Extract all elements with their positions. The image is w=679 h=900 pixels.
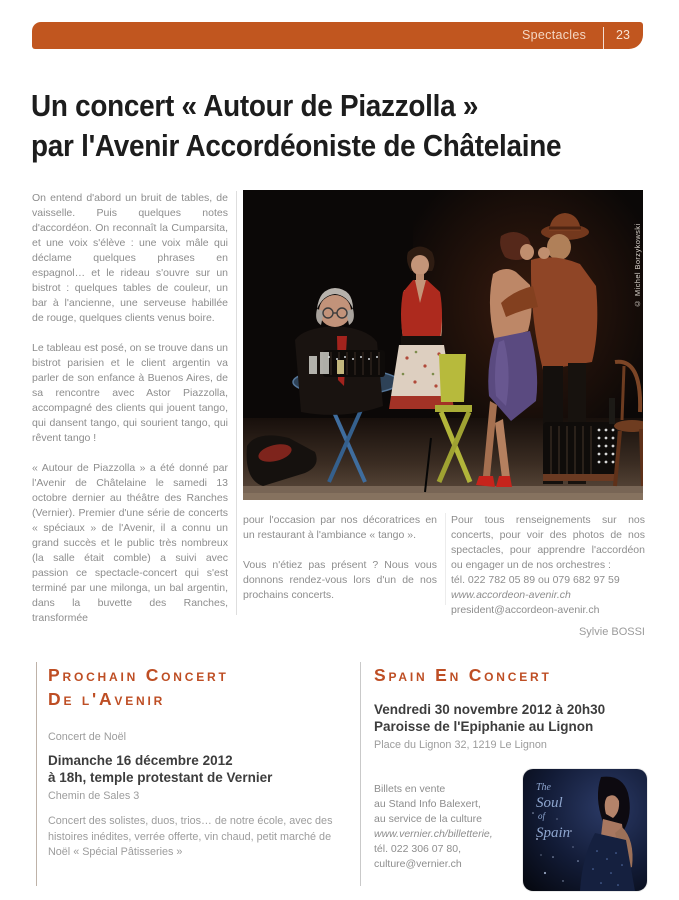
paragraph: Pour tous renseignements sur nos concerts, pour voir des photos de nos spectacles, pour apprendre l'accordéon ou engager un de nos orchestres : [451,514,645,571]
next-concert-description: Concert des solistes, duos, trios… de notre école, avec des histoires inédites, verrée offerte, vin chaud, petit marché de Noël « Spécial Pâtisseries » [48,815,333,858]
next-concert-date [48,752,272,786]
tickets-line: Billets en vente [374,783,446,795]
culture-email-link[interactable]: culture@vernier.ch [374,858,462,870]
spain-concert-address: Place du Lignon 32, 1219 Le Lignon [374,739,547,751]
page-number: 23 [616,28,630,42]
stage-photo [243,190,643,500]
next-concert-subheading: Concert de Noël [48,731,127,743]
next-concert-date-line2: à 18h, temple protestant de Vernier [48,770,273,785]
email-link[interactable]: president@accordeon-avenir.ch [451,604,600,616]
paragraph: On entend d'abord un bruit de tables, de vaisselle. Puis quelques notes d'accordéon. On reconnaît la Cumparsita, et une voix s'élève : une voix mâle qui déclame quelques phrases en espagnol… et le rideau s'ouvre sur un bistrot : quelques tables de couleur, un bar à l'ancienne, une serveuse habillée de rouge, quelques clients venus boire. [32,192,228,324]
tickets-line: au service de la culture [374,813,482,825]
article-title-line2: par l'Avenir Accordéoniste de Châtelaine [31,128,562,163]
next-concert-rule [36,662,37,886]
album-cover-illustration [523,769,647,891]
tickets-line: au Stand Info Balexert, [374,798,481,810]
album-title-soul: Soul [536,795,563,811]
paragraph: Le tableau est posé, on se trouve dans un bistrot parisien et le client argentin va parler de son enfance à Buenos Aires, de sa rencontre avec Astor Piazzolla, accompagné des clients qui jouent tango, qui dansent tango, qui sourient tango, qui rêvent tango ! [32,342,228,444]
paragraph: pour l'occasion par nos décoratrices en un restaurant à l'ambiance « tango ». [243,514,437,541]
article-column-2 [243,513,437,618]
next-concert-heading-line2: De l'Avenir [48,689,166,709]
website-link[interactable]: www.accordeon-avenir.ch [451,589,571,601]
article-column-1 [32,191,228,641]
next-concert-heading-line1: Prochain Concert [48,665,229,685]
billetterie-link[interactable]: www.vernier.ch/billetterie, [374,828,493,840]
phone-numbers: tél. 022 782 05 89 ou 079 682 97 59 [451,574,620,586]
article-title-line1: Un concert « Autour de Piazzolla » [31,88,479,123]
spain-concert-rule [360,662,361,886]
album-title-of: of [538,811,546,821]
section-header-bar [32,22,643,49]
album-title-the: The [536,782,551,793]
spain-concert-date-line1: Vendredi 30 novembre 2012 à 20h30 [374,702,606,717]
column-rule-2 [445,513,446,605]
column-rule-1 [236,191,237,615]
spain-concert-heading: Spain En Concert [374,665,552,685]
stage-photo-illustration [243,190,643,500]
spain-concert-date-line2: Paroisse de l'Epiphanie au Lignon [374,719,594,734]
spain-concert-tickets [374,782,519,872]
article-column-3 [451,513,645,618]
next-concert-heading [48,663,229,711]
spain-concert-date [374,701,605,735]
section-label: Spectacles [522,28,587,42]
paragraph: Vous n'étiez pas présent ? Nous vous donnons rendez-vous lors d'un de nos prochains concerts. [243,559,437,601]
next-concert-date-line1: Dimanche 16 décembre 2012 [48,753,233,768]
paragraph: « Autour de Piazzolla » a été donné par l'Avenir de Châtelaine le samedi 13 octobre dernier au théâtre des Ranches (Vernier). Premier d'une série de concerts « spéciaux » de l'Avenir, il a connu un grand succès et le public très nombreux (la salle était comble) a suivi avec passion ce spectacle-concert qui s'est terminé par une milonga, un bal argentin, dans la buvette des Ranches, transformée [32,462,228,624]
album-cover [523,769,647,891]
album-title-spain: Spain [536,825,571,841]
photo-credit: © Michel Borzykowski [633,223,642,308]
tickets-phone: tél. 022 306 07 80, [374,843,461,855]
article-title [31,86,561,166]
next-concert-address: Chemin de Sales 3 [48,790,140,802]
author-byline: Sylvie BOSSI [578,626,645,638]
